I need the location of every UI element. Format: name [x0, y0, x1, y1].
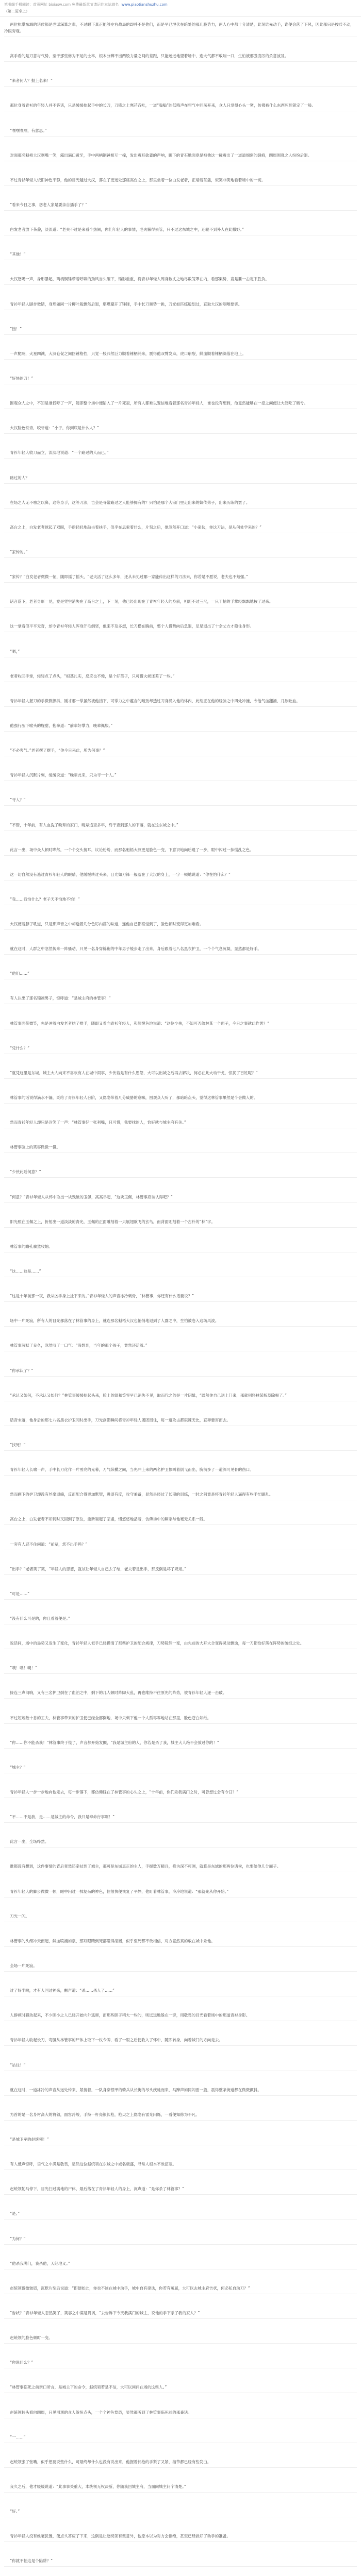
paragraph: 高台之上，白发老者眯起了双眼，手指轻轻地敲击着扶手，似乎在思索着什么，片刻之后，他忽然开口道：“小家伙，你这刀法，是从何处学来的？” — [4, 524, 357, 533]
paragraph: 全场一片死寂。 — [4, 1962, 357, 1972]
paragraph: “承认又如何，不承认又如何？”林管事缓缓抬起头来，脸上的温和笑容早已消失不见，取而代之的是一片阴鸷，“既然你自己送上门来，那就别怪林某斩草除根了。” — [4, 1392, 357, 1401]
paragraph: 一旁有人忍不住问道：“前辈，您不出手吗？” — [4, 1541, 357, 1550]
paragraph: “就凭这里是东城，城主大人向来不喜欢有人在城中闹事，少侠若是有什么恩怨，大可以出城之后再去解决，何必在此大动干戈，惊扰了百姓呢？” — [4, 1070, 357, 1079]
paragraph: “铛！” — [4, 326, 357, 335]
paragraph: 不过青衫年轻人依旧神色平静，他的目光越过大汉，落在了更远处那座高台之上，那里坐着一位白发老者，正端着茶盏，似笑非笑地看着场中的一切。 — [4, 177, 357, 186]
paragraph: 路过的人？ — [4, 474, 357, 484]
paragraph: 赵统领勒马停下，目光扫过满地的尸体，最后落在了青衫年轻人的身上，沉声道：“是你杀了林管事？” — [4, 2185, 357, 2195]
paragraph: 林管事脸上的笑容微微一僵。 — [4, 1144, 357, 1153]
paragraph: 青衫年轻人收起长刀，弯腰从林管事的尸体上取下一枚令牌，看了一眼之后便收入了怀中，随即转身，向着城门的方向走去。 — [4, 2037, 357, 2046]
paragraph: “我……我怕什么？老子天不怕地不怕！” — [4, 896, 357, 905]
paragraph: “出手？”老者笑了笑，“年轻人的恩怨，就该让年轻人自己去了结，老夫若是出手，那反倒是坏了规矩。” — [4, 1566, 357, 1575]
paragraph: 林管事面带微笑，先是冲着白发老者拱了拱手，随即又看向青衫年轻人，和颜悦色地说道：“这位少侠，不知可否给林某一个面子，今日之事就此作罢？” — [4, 1020, 357, 1029]
paragraph: 林管事的话说得滴水不漏，既给了青衫年轻人台阶，又隐隐带着几分威胁的意味，围观众人听了，都暗暗点头，觉得这林管事果然是个会做人的。 — [4, 1094, 357, 1104]
paragraph: “他杀我满门，我杀他，天经地义。” — [4, 2260, 357, 2269]
paragraph: 就在这时，一道冰冷的声音从远处传来，紧接着，一队身穿银甲的骑兵从长街的尽头疾驰而来，马蹄声如同闷雷一般，震得整条街道都在微微颤抖。 — [4, 2087, 357, 2096]
paragraph: 白发老者放下茶盏，淡淡道：“老夫不过是来看个热闹，你们年轻人的事情，老夫懒得去管，只不过这东城之中，还轮不到外人在此撒野。” — [4, 226, 357, 235]
paragraph: “凭什么？” — [4, 1045, 357, 1054]
paragraph: 然而剩下的护卫却没有丝毫退缩，反而配合得更加默契，进退有度，攻守兼备，显然是经过了长期的训练，一时之间竟是将青衫年轻人逼得有些手忙脚乱。 — [4, 1491, 357, 1500]
paragraph: 大汉怒喝一声，身形暴起，两柄铜锤带着呼啸的劲风当头砸下，锤影重重，将青衫年轻人周身数丈之地尽数笼罩在内，看那架势，竟是要一击定下胜负。 — [4, 276, 357, 285]
paragraph: “是。” — [4, 2210, 357, 2219]
paragraph: “其他！” — [4, 251, 357, 260]
chapter-note: （第二更奉上） — [0, 9, 361, 17]
paragraph: 赵统领转头看向四周，只见围观的众人纷纷点头，一个个神色惶恐，显然都听到了林管事临死前的那番话。 — [4, 2409, 357, 2418]
site-header-label: 笔书阁手机阅读：首页网址 bixiasw.com 免费最新章节请记住本站域名 — [4, 3, 119, 7]
paragraph: “来者何人？报上名来！” — [4, 77, 357, 87]
paragraph: “林管事临死之前亲口所言，是城主下的命令，赵统领若是不信，大可以问问在场的这些人。” — [4, 2384, 357, 2393]
paragraph: “这是十年前那一夜，我从凶手身上扯下来的。”青衫年轻人的声音冰冷刺骨，“林管事，你还有什么话要说？” — [4, 1293, 357, 1302]
paragraph: 话音未落，他身后的那七八名黑衣护卫同时出手，刀光剑影瞬间将青衫年轻人团团围住，每一道攻击都狠辣无比，直奔要害而去。 — [4, 1417, 357, 1426]
paragraph: “看来今日之事，您老人家是要亲自插手了？” — [4, 201, 357, 211]
site-header-bar — [0, 0, 361, 9]
paragraph: 场中一片死寂，所有人的目光都落在了林管事的身上，就连那名魁梧大汉也悄悄地退到了人群之中，生怕被卷入这场风波。 — [4, 1317, 357, 1327]
paragraph: 青衫年轻人收刀而立，淡淡地说道：“一个路过的人而已。” — [4, 449, 357, 459]
paragraph: 林管事的头颅冲天而起，鲜血喷涌如泉，那双眼睛到死都瞪得滚圆，似乎至死都不敢相信，对方竟然真的敢在城中杀他。 — [4, 1938, 357, 1947]
paragraph: “不必客气。”老者摆了摆手，“你今日来此，所为何事？” — [4, 747, 357, 756]
paragraph: 青衫年轻人的脚步微微一顿，眼中闪过一抹复杂的神色，但很快便恢复了平静，他盯着林管事，冷冷地说道：“那就先从你开始。” — [4, 1888, 357, 1897]
paragraph: “不错，十年前，有人血洗了晚辈的家门，晚辈追查多年，终于查到那人的下落，就在这东城之中。” — [4, 822, 357, 831]
paragraph: 然而青衫年轻人却只是冷笑了一声：“林管事好一张利嘴，只可惜，我要找的人，恰好就与城主府有关。” — [4, 1119, 357, 1128]
paragraph: 说话间，场中的局势又发生了变化，青衫年轻人似乎已经摸清了那些护卫的配合规律，刀势陡然一变，由先前的大开大合变得灵动飘逸，每一刀都恰好落在阵势的破绽之处。 — [4, 1640, 357, 1649]
paragraph: 有人低声惊呼，语气之中满是敬畏，显然这位赵统领在东城之中威名极盛，寻常人根本不敢招惹。 — [4, 2161, 357, 2170]
paragraph: “找死！” — [4, 1442, 357, 1451]
paragraph: 大汉脸色铁青，咬牙道：“小子，你到底是什么人？” — [4, 425, 357, 434]
paragraph: “家传？”白发老者微微一怔，随即摇了摇头，“老夫活了这么多年，还从未见过哪一家能传出这样的刀法来，你若是不愿说，老夫也不勉强。” — [4, 573, 357, 583]
paragraph: 老者收回手掌，轻轻点了点头，“根基扎实，反应也不慢，是个好苗子，只可惜火候还差了一些。” — [4, 673, 357, 682]
paragraph: “你……你不能杀我！”林管事终于慌了，声音都开始发颤，“我是城主府的人，你若是杀了我，城主大人绝不会放过你的！” — [4, 1739, 357, 1749]
paragraph: 围观众人之中，不知是谁低呼了一声，随即整个场中便陷入了一片死寂，所有人都难以置信地看着那名青衫年轻人，谁也没有想到，他竟然能够在一招之间便让大汉吃了暗亏。 — [4, 400, 357, 409]
paragraph: “好。” — [4, 2508, 357, 2517]
paragraph: 大汉梗着脖子吼道，只是那声音之中却透着几分色厉内荏的味道，连他自己都察觉到了，脸色顿时变得更加难看。 — [4, 921, 357, 930]
paragraph: “不……不是我，是……是城主的命令，我只是奉命行事啊！” — [4, 1814, 357, 1823]
paragraph: 青衫年轻人一步一步地向他走去，每一步落下，都仿佛踩在了林管事的心头之上，“十年前，你们杀我满门之时，可曾想过会有今日？” — [4, 1789, 357, 1798]
paragraph: “噗！噗！噗！” — [4, 1665, 357, 1674]
paragraph: “嘿嘿嘿嘿，有意思。” — [4, 127, 357, 137]
paragraph: 这一切自然没有逃过青衫年轻人的眼睛，他缓缓转过头来，目光如刀锋一般落在了大汉的身上，一字一顿地说道：“你在怕什么？” — [4, 871, 357, 880]
paragraph: 高手看的是刀意与气势，至于那些修为不足的士卒，根本分辨不出两股力量之间的差距，只能远远地望着场中，连大气都不敢喘一口，生怕被那股凌厉的杀意波及。 — [4, 53, 357, 62]
paragraph: “少侠此话何意？” — [4, 1168, 357, 1178]
paragraph: 青衫年轻人长啸一声，手中长刀化作一片雪亮的光幕，刀气纵横之间，当先冲上来的两名护卫惨叫着倒飞而出，胸前多了一道深可见骨的伤口。 — [4, 1466, 357, 1476]
paragraph: 良久之后，他才缓缓说道：“此事事关重大，本统领无权决断，你随我回城主府，当面向城主问个清楚。” — [4, 2483, 357, 2493]
paragraph: “嗯，” — [4, 648, 357, 657]
paragraph: 赵统领的脸色顿时一变。 — [4, 2334, 357, 2344]
paragraph: 两位执掌东域的诸侯都是老谋深算之辈，不过眼下真正能够左右战局的却并不是他们，而是早已埋伏在暗处的那几股势力，两人心中都十分清楚，此刻谁先动手，谁便会落了下风，因此都只是按兵不动，冷眼旁观。 — [4, 21, 357, 37]
paragraph: “这……这是……” — [4, 1268, 357, 1277]
site-header-link[interactable]: www.piaotianshuzhu.com — [121, 3, 168, 7]
paragraph: 这一掌看似平平无奇，却令青衫年轻人浑身汗毛倒竖，他来不及多想，长刀横在胸前，整个人借势向后急退，足足退出了十余丈方才稳住身形。 — [4, 623, 357, 632]
paragraph: 赵统领张了张嘴，似乎想要说些什么，可最终却什么也没有说出来，他握着长枪的手紧了又紧，指节都已经有些发白。 — [4, 2459, 357, 2468]
paragraph: 就在这时，人群之中忽然传来一阵骚动，只见一名身穿锦袍的中年男子缓步走了出来，身后跟着七八名黑衣护卫，一个个气息沉凝，显然都是好手。 — [4, 945, 357, 955]
paragraph: “告状？”青衫年轻人忽然笑了，笑容之中满是讥讽，“去告诉下令灭我满门的城主，说他的手下杀了我的家人？” — [4, 2310, 357, 2319]
paragraph: 人群顿时骚动起来，不少胆小之人已经开始向外逃窜，而那些胆子稍大一些的，则远远地躲在一旁，用敬畏的目光看着场中的那道青衫身影。 — [4, 2012, 357, 2021]
paragraph: 林管事沉默了良久，忽然叹了一口气：“没想到，当年的那个孩子，竟然还活着。” — [4, 1342, 357, 1351]
paragraph: 话音落下，老者身形一晃，竟是凭空消失在了高台之上，下一刻，他已经出现在了青衫年轻人的身前，相距不过三尺，一只干枯的手掌轻飘飘地按了过来。 — [4, 598, 357, 607]
paragraph: “他们……” — [4, 970, 357, 979]
paragraph: 为首的是一名身材高大的将领，面容冷峻，手持一杆亮银长枪，枪尖之上隐隐有雷光闪烁，一看便知修为不凡。 — [4, 2111, 357, 2121]
paragraph: “家传的。” — [4, 549, 357, 558]
paragraph: 青衫年轻人沉默片刻，缓缓说道：“晚辈此来，只为寻一个人。” — [4, 772, 357, 781]
paragraph: “城主？” — [4, 1764, 357, 1773]
paragraph: “你承认了？” — [4, 1367, 357, 1377]
paragraph: 不过短短数十息的工夫，林管事带来的护卫便已经全部倒地，场中只剩下他一个人孤零零地站在那里，脸色苍白如纸。 — [4, 1715, 357, 1724]
paragraph: 谁都没有想到，这件事情的背后竟然还牵扯到了城主，那可是东城真正的主人，手握数万精兵，修为深不可测，就算是东域的那两位诸侯，也要给他几分面子。 — [4, 1863, 357, 1872]
paragraph: 刀光一闪。 — [4, 1913, 357, 1922]
paragraph: “你说什么？” — [4, 2359, 357, 2368]
paragraph: 过了好半晌，才有人回过神来，颤声道：“杀……杀人了……” — [4, 1987, 357, 1996]
paragraph: 高台之上，白发老者不知何时又回到了原位，重新端起了茶盏，慢悠悠地品着，仿佛场中的厮杀与他毫无关系一般。 — [4, 1516, 357, 1525]
paragraph: 有人认出了那名锦袍男子，惊呼道：“是城主府的林管事！” — [4, 995, 357, 1004]
paragraph: “没有什么可是的，你且看着便是。” — [4, 1615, 357, 1624]
paragraph: 青衫年轻人握刀的手微微颤抖，刚才那一掌虽然被他挡下，可掌力之中蕴含的暗劲却透过刀身涌入他的体内，此刻正在他的经脉之中四处冲撞，令他气血翻涌，几欲吐血。 — [4, 698, 357, 707]
chapter-content — [0, 17, 361, 2576]
paragraph: 对面那名魁梧大汉咧嘴一笑，露出满口黄牙，手中两柄铜锤相互一撞，发出震耳欲聋的声响，脚下的青石地面竟是被他这一撞震出了一道道细密的裂痕，四周围观之人纷纷后退。 — [4, 152, 357, 161]
paragraph: “站住！” — [4, 2062, 357, 2071]
paragraph: “寻人？” — [4, 796, 357, 806]
paragraph: 林管事的瞳孔骤然收缩。 — [4, 1243, 357, 1252]
paragraph: “可是……” — [4, 1590, 357, 1600]
paragraph: “好快的刀！” — [4, 375, 357, 384]
paragraph: 他强行压下喉头的腥甜，抱拳道：“前辈好掌力，晚辈佩服。” — [4, 722, 357, 732]
paragraph: 阳光照在玉佩之上，折射出一道淡淡的青光，玉佩的正面雕刻着一只展翅欲飞的玄鸟，而背面则刻着一个古朴的“林”字。 — [4, 1218, 357, 1228]
paragraph: 此言一出，全场哗然。 — [4, 1838, 357, 1848]
paragraph: “一……” — [4, 2434, 357, 2443]
paragraph: “何意？”青衫年轻人从怀中取出一块残破的玉佩，高高举起，“这块玉佩，林管事应该认得吧？” — [4, 1194, 357, 1203]
paragraph: 此言一出，场中众人顿时哗然，一个个交头接耳，议论纷纷，而那名魁梧大汉更是脸色一变，下意识地向后退了一步，眼中闪过一抹慌乱之色。 — [4, 846, 357, 856]
paragraph: “是城卫军的赵统领！” — [4, 2136, 357, 2145]
paragraph: 青衫年轻人没有丝毫犹豫，便点头答应了下来，这倒是让赵统领有些意外，他原本以为对方会拒绝，甚至已经做好了动手的准备。 — [4, 2533, 357, 2542]
paragraph: “为何？” — [4, 2235, 357, 2245]
paragraph: 一声脆响，火星四溅，大汉仓促之间回锤格挡，只觉一股沛然巨力顺着锤柄涌来，震得他双臂发麻，虎口崩裂，鲜血顺着锤柄滴落在地上。 — [4, 350, 357, 360]
paragraph: “你就不怕这是个陷阱？” — [4, 2557, 357, 2567]
paragraph: 青衫年轻人脚步微错，身形如同一片柳叶般飘然后退，堪堪避开了锤锋，手中长刀顺势一挑，刀光如匹练般划过，直取大汉的咽喉要害。 — [4, 301, 357, 310]
paragraph: 那位身着青衫的年轻人并不答话，只是缓缓抬起手中的长刀，刀锋之上寒芒吞吐，一道“嗡嗡”的低鸣声在空气中回荡开来，众人只觉得心头一紧，仿佛被什么东西死死锁定了一般。 — [4, 102, 357, 111]
paragraph: 赵统领微微皱眉，沉默片刻后说道：“即便如此，你也不该在城中动手，城中自有律法，你若有冤屈，大可以去城主府告状，何必私自动刀？” — [4, 2285, 357, 2294]
paragraph: 在场之人无不嗤之以鼻，这等身手，这等刀法，岂会是寻常路过之人能够拥有的？只怕是哪个大宗门里走出来的嫡传弟子，出来历练的罢了。 — [4, 499, 357, 509]
paragraph: 接连三声闷响，又有三名护卫倒在了血泊之中，剩下的几人顿时阵脚大乱，再也维持不住原先的阵势，被青衫年轻人逐一击破。 — [4, 1689, 357, 1699]
